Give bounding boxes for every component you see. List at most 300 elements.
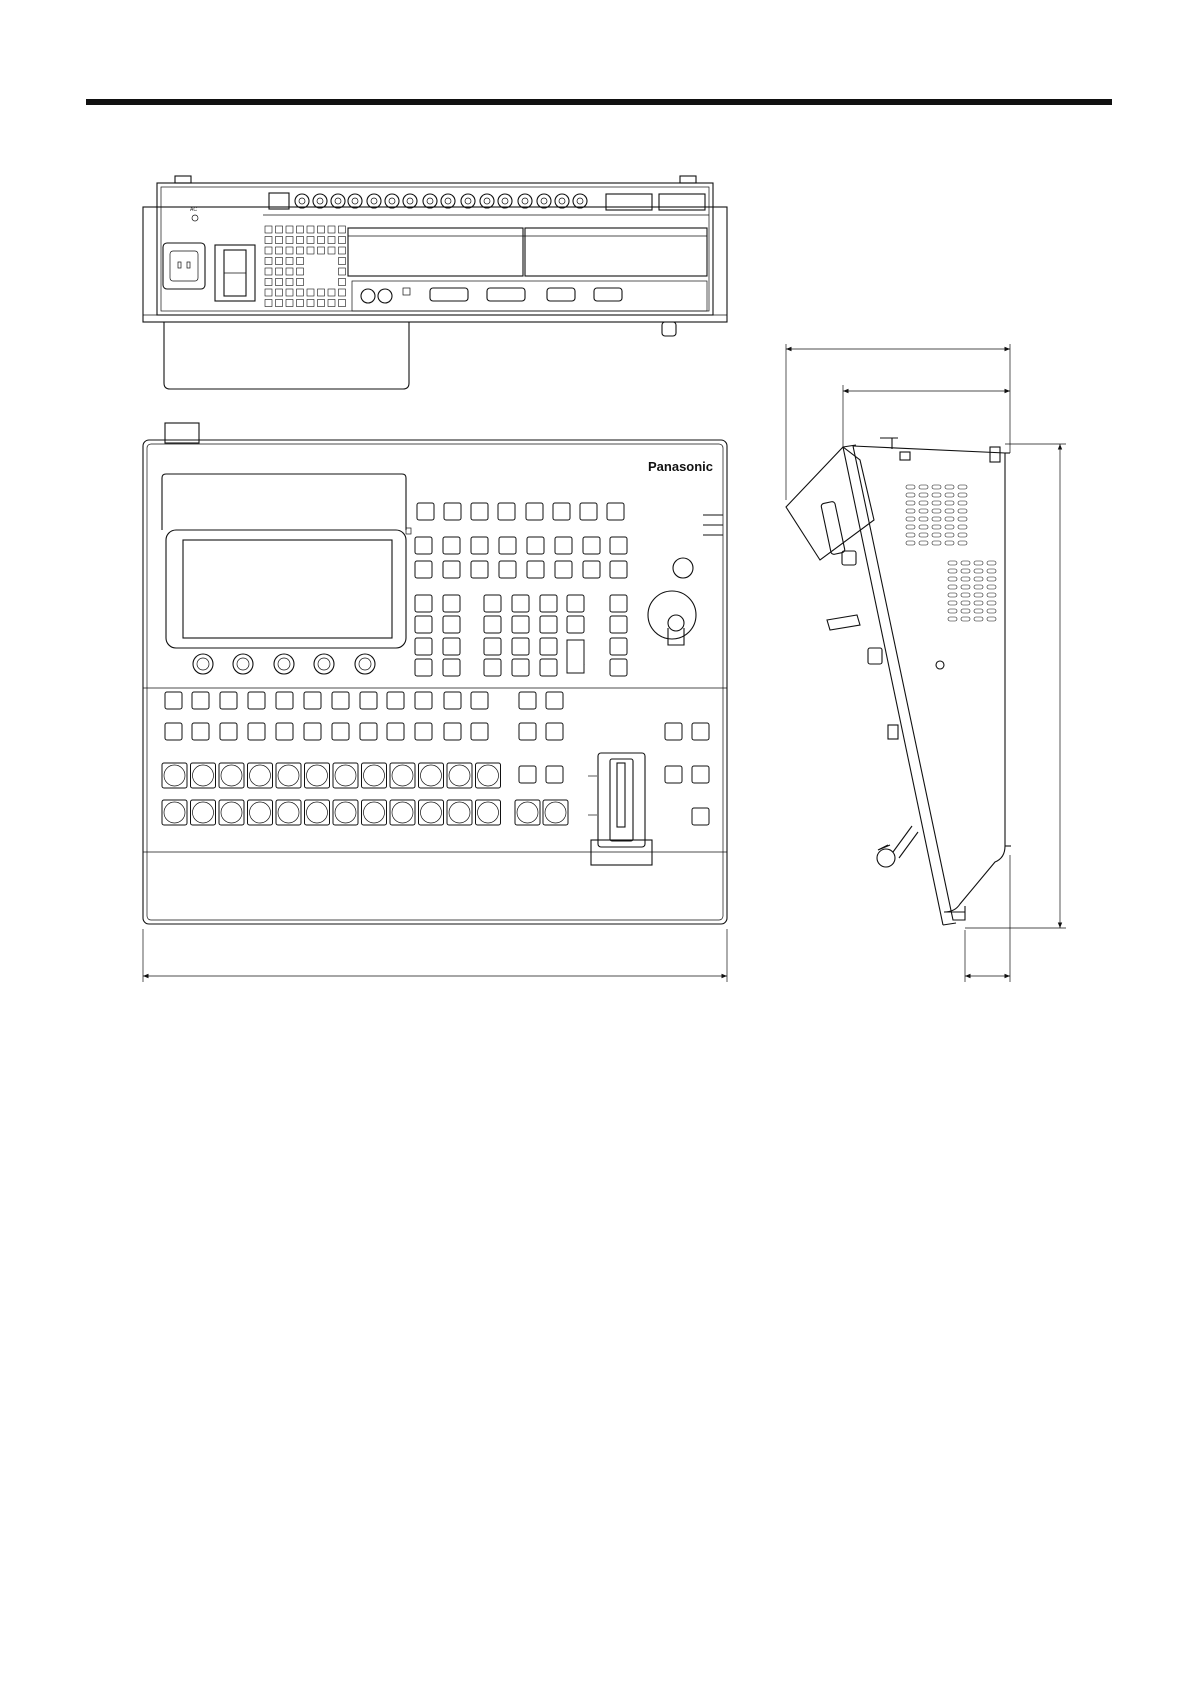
panel-button — [484, 638, 501, 655]
vent-hole — [318, 300, 325, 307]
side-vent-hole — [932, 525, 941, 529]
side-vent-hole — [974, 569, 983, 573]
bnc-pin — [502, 198, 508, 204]
crosspoint-button — [333, 800, 358, 825]
side-vent-hole — [974, 601, 983, 605]
panel-button — [610, 616, 627, 633]
bnc-connector — [537, 194, 551, 208]
panel-button — [610, 561, 627, 578]
panel-button — [692, 766, 709, 783]
panel-button — [471, 561, 488, 578]
panel-button — [555, 537, 572, 554]
lcd-display — [162, 474, 411, 648]
vent-hole — [307, 289, 314, 296]
vent-hole — [328, 247, 335, 254]
side-vent-hole — [945, 517, 954, 521]
vent-hole — [307, 237, 314, 244]
bnc-connector-row — [295, 194, 587, 208]
vent-hole — [265, 247, 272, 254]
vent-hole — [297, 247, 304, 254]
side-vent-hole — [974, 577, 983, 581]
side-vent-hole — [906, 485, 915, 489]
bnc-pin — [541, 198, 547, 204]
header-rule — [86, 99, 1112, 105]
side-vent-hole — [948, 585, 957, 589]
rotary-knob — [355, 654, 375, 674]
side-vent-hole — [958, 493, 967, 497]
vent-hole — [286, 226, 293, 233]
panel-button — [415, 537, 432, 554]
side-vent-hole — [974, 617, 983, 621]
crosspoint-button — [390, 800, 415, 825]
crosspoint-button — [191, 763, 216, 788]
panel-button — [165, 692, 182, 709]
bnc-pin — [317, 198, 323, 204]
side-vent-hole — [945, 501, 954, 505]
crosspoint-button — [447, 763, 472, 788]
side-vent-hole — [987, 577, 996, 581]
panel-button — [540, 616, 557, 633]
crosspoint-button — [219, 763, 244, 788]
panel-button — [540, 659, 557, 676]
crosspoint-button — [248, 800, 273, 825]
vent-hole — [265, 226, 272, 233]
side-view — [786, 438, 1011, 925]
vent-hole — [339, 226, 346, 233]
panel-button — [443, 638, 460, 655]
panel-button — [499, 561, 516, 578]
bnc-connector — [480, 194, 494, 208]
side-vent-hole — [987, 609, 996, 613]
panel-button — [192, 723, 209, 740]
panel-button — [567, 595, 584, 612]
panel-button — [415, 659, 432, 676]
panel-button — [471, 503, 488, 520]
bnc-pin — [407, 198, 413, 204]
bnc-pin — [427, 198, 433, 204]
crosspoint-button — [276, 763, 301, 788]
side-vent-hole — [932, 493, 941, 497]
vent-hole — [276, 268, 283, 275]
bnc-connector — [518, 194, 532, 208]
panel-button — [248, 692, 265, 709]
side-vent-hole — [932, 533, 941, 537]
vent-hole — [339, 237, 346, 244]
panel-button — [484, 659, 501, 676]
side-vent-hole — [906, 533, 915, 537]
top-view — [143, 423, 727, 924]
side-vent-hole — [945, 525, 954, 529]
rotary-knob-center — [237, 658, 249, 670]
panel-button — [512, 616, 529, 633]
side-vent-hole — [961, 561, 970, 565]
panel-button — [360, 723, 377, 740]
crosspoint-button — [390, 763, 415, 788]
side-vent-hole — [958, 517, 967, 521]
bnc-connector — [367, 194, 381, 208]
dsub-connector-2 — [487, 288, 525, 301]
side-vent-hole — [945, 485, 954, 489]
side-vent-hole — [961, 593, 970, 597]
panel-button — [553, 503, 570, 520]
side-vent-hole — [948, 593, 957, 597]
side-vent-hole — [906, 541, 915, 545]
vent-hole — [339, 289, 346, 296]
panel-button — [276, 723, 293, 740]
panel-button — [387, 723, 404, 740]
panel-button — [248, 723, 265, 740]
panel-button — [415, 561, 432, 578]
panel-button — [415, 723, 432, 740]
side-vent-hole — [974, 585, 983, 589]
panel-button — [546, 692, 563, 709]
panel-button — [546, 723, 563, 740]
rotary-knob — [314, 654, 334, 674]
side-vent-hole — [987, 569, 996, 573]
panel-button — [360, 692, 377, 709]
panel-button — [692, 723, 709, 740]
side-vent-hole — [958, 525, 967, 529]
panel-button — [610, 595, 627, 612]
side-vent-hole — [906, 525, 915, 529]
vent-hole — [297, 258, 304, 265]
side-vent-hole — [906, 493, 915, 497]
vent-hole — [297, 279, 304, 286]
crosspoint-button — [362, 763, 387, 788]
side-vent-hole — [958, 501, 967, 505]
side-vent-hole — [945, 493, 954, 497]
crosspoint-button — [476, 763, 501, 788]
bnc-pin — [484, 198, 490, 204]
vent-hole — [328, 226, 335, 233]
side-vent-hole — [987, 617, 996, 621]
vent-hole — [276, 247, 283, 254]
side-vent-hole — [919, 525, 928, 529]
bnc-connector — [555, 194, 569, 208]
side-vent-hole — [948, 617, 957, 621]
bnc-pin — [299, 198, 305, 204]
side-vent-hole — [961, 609, 970, 613]
vent-hole — [318, 289, 325, 296]
bnc-connector — [423, 194, 437, 208]
panel-button — [415, 638, 432, 655]
panel-button — [580, 503, 597, 520]
vent-hole — [297, 237, 304, 244]
vent-hole — [276, 258, 283, 265]
vent-hole — [307, 226, 314, 233]
panel-button — [471, 692, 488, 709]
panel-button — [526, 503, 543, 520]
option-slot-2 — [525, 228, 707, 276]
bnc-connector — [385, 194, 399, 208]
vent-hole — [297, 268, 304, 275]
panel-button — [443, 561, 460, 578]
side-vent-hole — [948, 609, 957, 613]
side-vent-hole — [974, 593, 983, 597]
panel-button — [444, 723, 461, 740]
crosspoint-button — [447, 800, 472, 825]
vent-hole — [265, 279, 272, 286]
crosspoint-button — [276, 800, 301, 825]
side-vent-hole — [961, 617, 970, 621]
panel-button — [567, 616, 584, 633]
panel-button — [332, 692, 349, 709]
side-vent-hole — [932, 517, 941, 521]
vent-hole — [286, 268, 293, 275]
crosspoint-button — [419, 763, 444, 788]
vent-hole — [339, 258, 346, 265]
panel-button — [546, 766, 563, 783]
ac-label: AC — [190, 207, 197, 213]
vent-hole — [339, 279, 346, 286]
vent-hole — [286, 237, 293, 244]
side-vent-hole — [958, 509, 967, 513]
panel-button — [512, 638, 529, 655]
panel-button — [444, 692, 461, 709]
vent-hole — [307, 300, 314, 307]
vent-hole — [265, 237, 272, 244]
crosspoint-button — [476, 800, 501, 825]
panel-button — [471, 537, 488, 554]
panel-button — [610, 537, 627, 554]
rotary-knob — [233, 654, 253, 674]
vent-hole — [297, 226, 304, 233]
side-vent-hole — [987, 561, 996, 565]
bnc-pin — [577, 198, 583, 204]
vent-hole — [307, 247, 314, 254]
crosspoint-button — [248, 763, 273, 788]
side-vent-hole — [987, 593, 996, 597]
panel-button — [220, 723, 237, 740]
panel-button — [471, 723, 488, 740]
side-vent-hole — [948, 577, 957, 581]
panel-button — [527, 537, 544, 554]
crosspoint-button — [305, 763, 330, 788]
vent-hole — [276, 279, 283, 286]
side-vent-hole — [948, 601, 957, 605]
rotary-knob-center — [359, 658, 371, 670]
bnc-connector — [573, 194, 587, 208]
vent-hole — [265, 289, 272, 296]
power-inlet — [163, 207, 205, 289]
vent-hole — [339, 247, 346, 254]
panel-button — [415, 616, 432, 633]
option-slot-1 — [348, 228, 523, 276]
panel-button — [415, 692, 432, 709]
crosspoint-button — [219, 800, 244, 825]
panel-button — [444, 503, 461, 520]
bnc-connector — [403, 194, 417, 208]
vent-hole — [276, 289, 283, 296]
panel-button — [583, 561, 600, 578]
bnc-pin — [559, 198, 565, 204]
bnc-connector — [348, 194, 362, 208]
bnc-pin — [352, 198, 358, 204]
crosspoint-button — [333, 763, 358, 788]
side-vents — [906, 485, 996, 621]
panel-button — [607, 503, 624, 520]
side-vent-hole — [961, 569, 970, 573]
side-vent-hole — [987, 585, 996, 589]
side-vent-hole — [961, 601, 970, 605]
side-vent-hole — [919, 485, 928, 489]
crosspoint-button — [305, 800, 330, 825]
vent-hole — [339, 268, 346, 275]
brand-logo: Panasonic — [648, 459, 714, 474]
bnc-pin — [445, 198, 451, 204]
panel-button — [540, 595, 557, 612]
panel-button — [512, 595, 529, 612]
bnc-pin — [465, 198, 471, 204]
bnc-connector — [441, 194, 455, 208]
panel-button — [443, 616, 460, 633]
panel-button — [519, 692, 536, 709]
panel-button — [192, 692, 209, 709]
side-vent-hole — [945, 533, 954, 537]
vent-hole — [328, 237, 335, 244]
power-switch — [215, 245, 255, 301]
panel-button — [610, 638, 627, 655]
vent-hole — [276, 237, 283, 244]
vent-hole — [297, 300, 304, 307]
rear-view — [143, 176, 727, 389]
side-vent-hole — [919, 533, 928, 537]
crosspoint-button — [162, 763, 187, 788]
fader-lever — [582, 661, 652, 865]
side-vent-hole — [974, 609, 983, 613]
bnc-connector — [313, 194, 327, 208]
side-vent-hole — [919, 541, 928, 545]
side-vent-hole — [932, 509, 941, 513]
rotary-knob — [193, 654, 213, 674]
panel-button — [692, 808, 709, 825]
vent-hole — [286, 258, 293, 265]
side-vent-hole — [958, 485, 967, 489]
bnc-connector — [498, 194, 512, 208]
side-vent-hole — [961, 585, 970, 589]
dsub-connector-1 — [430, 288, 468, 301]
side-vent-hole — [932, 501, 941, 505]
vent-hole — [286, 279, 293, 286]
panel-button — [332, 723, 349, 740]
cut-auto-button — [543, 800, 568, 825]
side-vent-hole — [958, 533, 967, 537]
panel-button — [443, 659, 460, 676]
panel-button — [583, 537, 600, 554]
side-vent-hole — [906, 501, 915, 505]
side-vent-hole — [945, 509, 954, 513]
crosspoint-button — [362, 800, 387, 825]
vent-hole — [265, 258, 272, 265]
panel-button — [512, 659, 529, 676]
panel-button — [304, 692, 321, 709]
dsub-connector-4 — [594, 288, 622, 301]
vent-hole — [265, 268, 272, 275]
vent-hole — [328, 300, 335, 307]
vent-hole — [286, 300, 293, 307]
crosspoint-button — [191, 800, 216, 825]
panel-button — [304, 723, 321, 740]
bnc-connector — [461, 194, 475, 208]
panel-button — [220, 692, 237, 709]
rotary-knob-center — [278, 658, 290, 670]
panel-button — [417, 503, 434, 520]
panel-button — [443, 595, 460, 612]
dvi-connector-2 — [659, 194, 705, 210]
bnc-connector — [331, 194, 345, 208]
side-vent-hole — [961, 577, 970, 581]
vent-hole — [328, 289, 335, 296]
side-vent-hole — [932, 541, 941, 545]
rotary-knob-center — [318, 658, 330, 670]
side-vent-hole — [948, 569, 957, 573]
panel-button — [484, 616, 501, 633]
vent-hole — [318, 247, 325, 254]
panel-button — [665, 766, 682, 783]
panel-button — [610, 659, 627, 676]
bnc-pin — [522, 198, 528, 204]
rotary-knob-center — [197, 658, 209, 670]
panel-button — [519, 723, 536, 740]
crosspoint-button — [162, 800, 187, 825]
vent-hole — [318, 226, 325, 233]
bnc-pin — [335, 198, 341, 204]
cut-auto-button — [515, 800, 540, 825]
panel-button — [276, 692, 293, 709]
panel-button — [499, 537, 516, 554]
panel-button — [498, 503, 515, 520]
panel-button — [165, 723, 182, 740]
panel-button — [484, 595, 501, 612]
side-vent-hole — [974, 561, 983, 565]
vent-hole — [286, 247, 293, 254]
rotary-knob — [274, 654, 294, 674]
vent-grid — [265, 226, 346, 307]
side-vent-hole — [948, 561, 957, 565]
side-vent-hole — [919, 493, 928, 497]
side-vent-hole — [919, 517, 928, 521]
side-vent-hole — [958, 541, 967, 545]
bnc-connector — [295, 194, 309, 208]
enter-button — [567, 640, 584, 673]
side-vent-hole — [932, 485, 941, 489]
side-vent-hole — [906, 509, 915, 513]
bnc-pin — [371, 198, 377, 204]
panel-button — [387, 692, 404, 709]
vent-hole — [286, 289, 293, 296]
side-vent-hole — [906, 517, 915, 521]
side-vent-hole — [987, 601, 996, 605]
panel-button — [540, 638, 557, 655]
side-vent-hole — [919, 509, 928, 513]
vent-hole — [318, 237, 325, 244]
joystick — [648, 558, 696, 645]
side-vent-hole — [919, 501, 928, 505]
panel-button — [555, 561, 572, 578]
crosspoint-button — [419, 800, 444, 825]
side-vent-hole — [945, 541, 954, 545]
dsub-connector-3 — [547, 288, 575, 301]
bnc-pin — [389, 198, 395, 204]
panel-button — [665, 723, 682, 740]
vent-hole — [265, 300, 272, 307]
vent-hole — [297, 289, 304, 296]
vent-hole — [276, 300, 283, 307]
panel-button — [415, 595, 432, 612]
panel-button — [527, 561, 544, 578]
vent-hole — [276, 226, 283, 233]
dvi-connector-1 — [606, 194, 652, 210]
